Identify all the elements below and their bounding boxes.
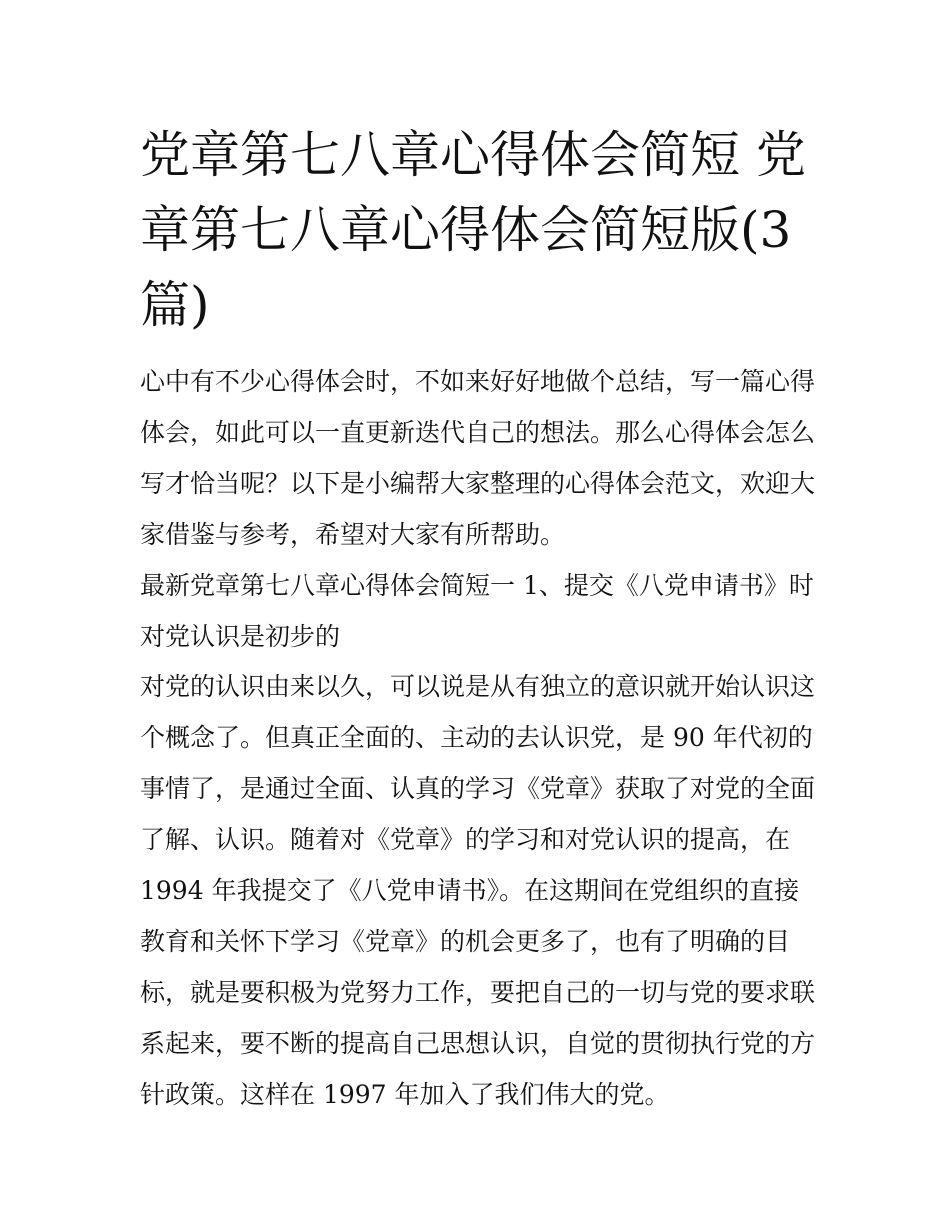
title-line: 党章第七八章心得体会简短 党 <box>140 126 806 184</box>
text-line: 1994 年我提交了《八党申请书》。在这期间在党组织的直接 <box>140 876 800 905</box>
text-line: 对党认识是初步的 <box>140 622 341 651</box>
text-line: 教育和关怀下学习《党章》的机会更多了，也有了明确的目 <box>140 927 791 956</box>
text-line: 标，就是要积极为党努力工作，要把自己的一切与党的要求联 <box>140 978 816 1007</box>
text-line: 最新党章第七八章心得体会简短一 1、提交《八党申请书》时 <box>140 571 814 600</box>
section-paragraph <box>140 661 815 1120</box>
text-line: 个概念了。但真正全面的、主动的去认识党，是 90 年代初的 <box>140 723 813 752</box>
text-line: 对党的认识由来以久，可以说是从有独立的意识就开始认识这 <box>140 672 816 701</box>
text-line: 系起来，要不断的提高自己思想认识，自觉的贯彻执行党的方 <box>140 1029 816 1058</box>
text-line: 事情了，是通过全面、认真的学习《党章》获取了对党的全面 <box>140 774 816 803</box>
text-line: 家借鉴与参考，希望对大家有所帮助。 <box>140 520 566 549</box>
intro-paragraph <box>140 356 815 560</box>
section-heading <box>140 560 814 662</box>
text-line: 心中有不少心得体会时，不如来好好地做个总结，写一篇心得 <box>140 367 816 396</box>
title-line: 章第七八章心得体会简短版(3 <box>140 201 792 259</box>
title-line: 篇) <box>140 276 210 334</box>
document-title <box>140 118 806 343</box>
text-line: 体会，如此可以一直更新迭代自己的想法。那么心得体会怎么 <box>140 418 816 447</box>
text-line: 了解、认识。随着对《党章》的学习和对党认识的提高，在 <box>140 825 791 854</box>
text-line: 写才恰当呢？以下是小编帮大家整理的心得体会范文，欢迎大 <box>140 469 816 498</box>
text-line: 针政策。这样在 1997 年加入了我们伟大的党。 <box>140 1080 670 1109</box>
